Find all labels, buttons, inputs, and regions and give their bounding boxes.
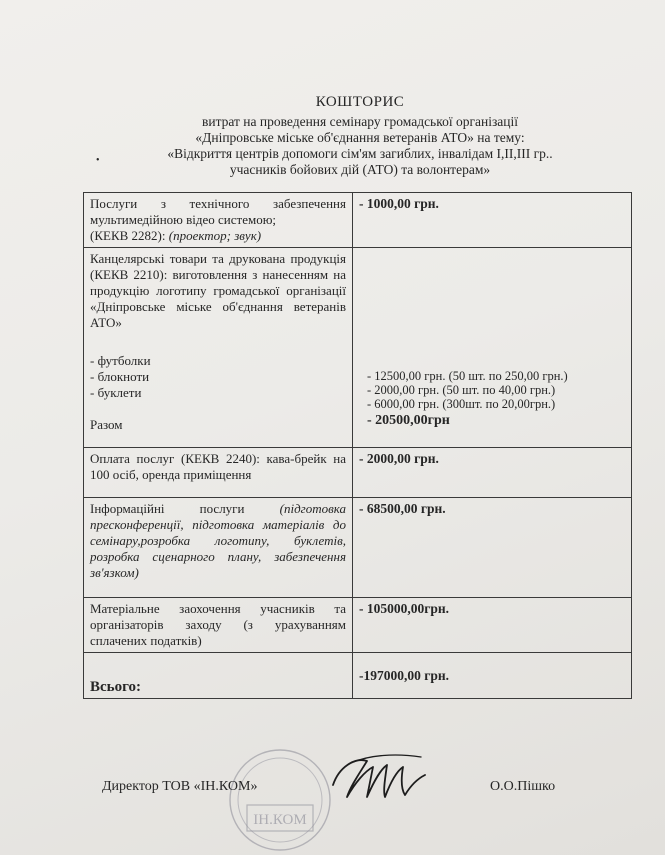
row-description: Оплата послуг (КЕКВ 2240): кава-брейк на 100 осіб, оренда приміщення <box>84 448 353 498</box>
document-title: КОШТОРИС <box>315 94 405 110</box>
row-description: Інформаційні послуги (підготовка пресконференції, підготовка матеріалів до семінару,розробка логотипу, буклетів, розробка сценарного плану, забезпечення зв'язком) <box>84 498 353 598</box>
margin-mark: • <box>96 155 100 166</box>
list-item: - блокноти <box>90 369 150 384</box>
subtitle-line-2: «Дніпровське міське об'єднання ветеранів АТО» на тему: <box>195 130 525 145</box>
total-label: Всього: <box>84 653 353 699</box>
item-amount: - 6000,00 грн. (300шт. по 20,00грн.) <box>367 397 556 411</box>
budget-table <box>83 192 632 699</box>
item-amount: - 2000,00 грн. (50 шт. по 40,00 грн.) <box>367 383 556 397</box>
total-amount: -197000,00 грн. <box>353 653 632 699</box>
table-row <box>84 598 632 653</box>
subtitle-line-1: витрат на проведення семінару громадської організації <box>201 114 519 129</box>
row-amount <box>353 248 632 448</box>
row-amount: - 1000,00 грн. <box>353 193 632 248</box>
row-amount: - 2000,00 грн. <box>353 448 632 498</box>
row-amount: - 105000,00грн. <box>353 598 632 653</box>
row-amount: - 68500,00 грн. <box>353 498 632 598</box>
table-row <box>84 498 632 598</box>
list-item: - буклети <box>90 385 142 400</box>
director-title: Директор ТОВ «ІН.КОМ» <box>102 779 258 794</box>
total-row <box>84 653 632 699</box>
subtitle-line-3: «Відкриття центрів допомоги сім'ям загиблих, інвалідам І,ІІ,ІІІ гр.. <box>167 146 553 161</box>
table-row <box>84 248 632 448</box>
subtitle-line-4: учасників бойових дій (АТО) та волонтерам» <box>229 162 491 177</box>
table-row <box>84 448 632 498</box>
item-amount: - 12500,00 грн. (50 шт. по 250,00 грн.) <box>367 369 568 383</box>
signature <box>325 745 435 810</box>
row-description: Послуги з технічного забезпечення мультимедійною відео системою; (КЕКВ 2282): (проектор; звук) <box>84 193 353 248</box>
subtotal-amount: - 20500,00грн <box>367 413 450 428</box>
subtotal-label: Разом <box>90 417 123 432</box>
row-description: Матеріальне заохочення учасників та організаторів заходу (з урахуванням сплачених податків) <box>84 598 353 653</box>
organization-stamp <box>225 745 335 855</box>
table-row <box>84 193 632 248</box>
signatory-name: О.О.Пішко <box>490 779 556 794</box>
row-description: Канцелярські товари та друкована продукція (КЕКВ 2210): виготовлення з нанесенням на продукцію логотипу громадської організації «Дніпровське міське об'єднання ветеранів АТО» - футболки - блокноти - буклети Разом <box>84 248 353 448</box>
stamp-text: ІН.КОМ <box>253 812 307 828</box>
list-item: - футболки <box>90 353 151 368</box>
